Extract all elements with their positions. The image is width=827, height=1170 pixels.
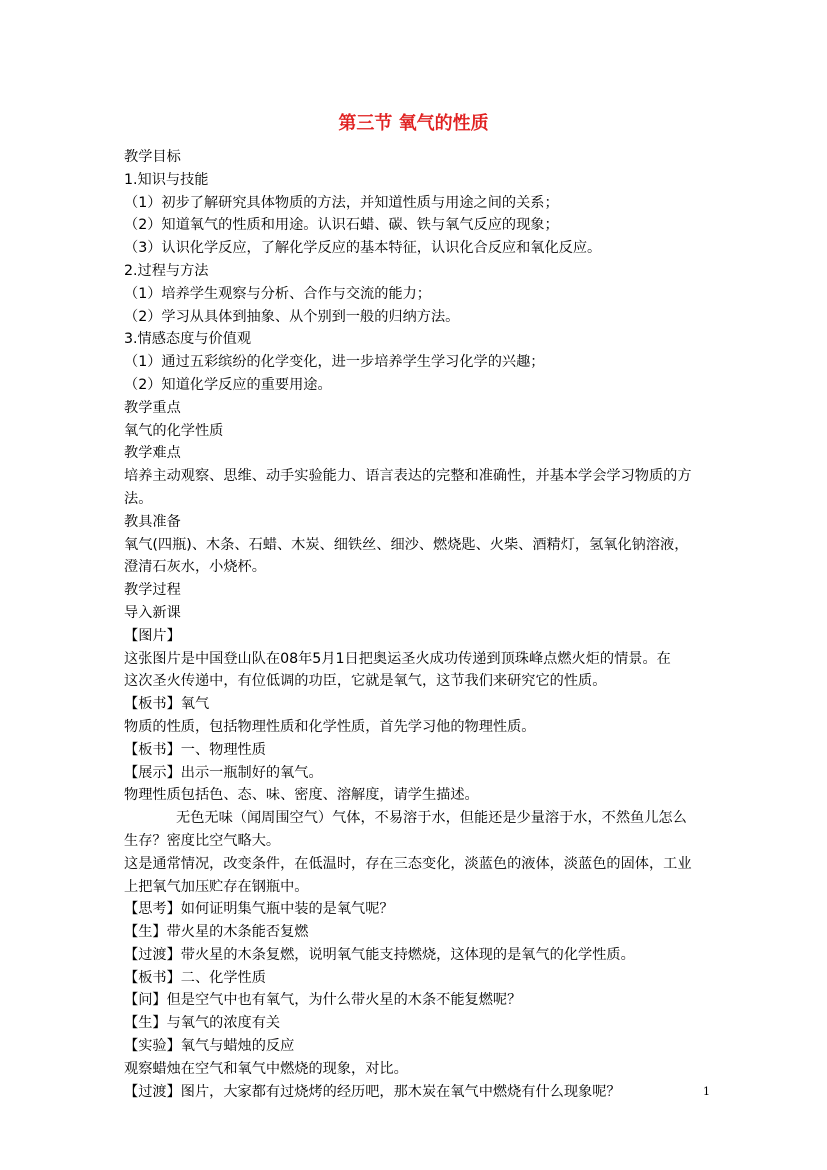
- text-line: 【生】带火星的木条能否复燃: [124, 924, 309, 941]
- text-line: 【图片】: [124, 627, 181, 644]
- document-body: [124, 146, 714, 1103]
- text-line: 2.过程与方法: [124, 262, 209, 279]
- text-line: 教学过程: [124, 582, 181, 599]
- text-line: 3.情感态度与价值观: [124, 331, 252, 348]
- text-line: 【过渡】图片，大家都有过烧烤的经历吧，那木炭在氧气中燃烧有什么现象呢？: [124, 1083, 621, 1100]
- text-line: 【思考】如何证明集气瓶中装的是氧气呢？: [124, 901, 394, 918]
- text-line: 无色无味（闻周围空气）气体，不易溶于水，但能还是少量溶于水，不然鱼儿怎么: [176, 810, 687, 827]
- text-line: 导入新课: [124, 604, 181, 621]
- text-line: 生存？密度比空气略大。: [124, 832, 281, 849]
- page-number: 1: [703, 1085, 710, 1098]
- text-line: 教学目标: [124, 149, 181, 165]
- text-line: 【问】但是空气中也有氧气，为什么带火星的木条不能复燃呢？: [124, 992, 522, 1009]
- text-line: 这次圣火传递中，有位低调的功臣，它就是氧气，这节我们来研究它的性质。: [124, 673, 607, 690]
- text-line: （1）通过五彩缤纷的化学变化，进一步培养学生学习化学的兴趣；: [124, 354, 545, 371]
- text-line: 上把氧气加压贮存在钢瓶中。: [124, 878, 309, 895]
- text-line: 1.知识与技能: [124, 171, 209, 188]
- text-line: 这是通常情况，改变条件，在低温时，存在三态变化，淡蓝色的液体，淡蓝色的固体，工业: [124, 855, 692, 872]
- text-line: （2）知道氧气的性质和用途。认识石蜡、碳、铁与氧气反应的现象；: [124, 217, 559, 234]
- text-line: （1）培养学生观察与分析、合作与交流的能力；: [124, 285, 431, 302]
- text-line: （1）初步了解研究具体物质的方法，并知道性质与用途之间的关系；: [124, 194, 559, 211]
- text-line: 教学难点: [124, 445, 181, 462]
- text-line: 【生】与氧气的浓度有关: [124, 1015, 281, 1032]
- text-line: 【展示】出示一瓶制好的氧气。: [124, 764, 323, 781]
- text-line: （2）学习从具体到抽象、从个别到一般的归纳方法。: [124, 308, 460, 325]
- text-line: 培养主动观察、思维、动手实验能力、语言表达的完整和准确性，并基本学会学习物质的方: [124, 468, 692, 485]
- text-line: 澄清石灰水，小烧杯。: [124, 559, 266, 576]
- text-line: （2）知道化学反应的重要用途。: [124, 376, 332, 393]
- text-line: 物质的性质，包括物理性质和化学性质，首先学习他的物理性质。: [124, 718, 536, 735]
- text-line: 这张图片是中国登山队在08年5月1日把奥运圣火成功传递到顶珠峰点燃火炬的情景。在: [124, 650, 671, 667]
- text-line: 【板书】氧气: [124, 696, 210, 713]
- text-line: 氧气(四瓶)、木条、石蜡、木炭、细铁丝、细沙、燃烧匙、火柴、酒精灯，氢氧化钠溶液，: [124, 536, 689, 553]
- text-line: 【实验】氧气与蜡烛的反应: [124, 1038, 295, 1055]
- text-line: 教具准备: [124, 513, 181, 530]
- text-line: 【过渡】带火星的木条复燃，说明氧气能支持燃烧，这体现的是氧气的化学性质。: [124, 946, 635, 963]
- text-line: 教学重点: [124, 399, 181, 416]
- document-title: 第三节 氧气的性质: [338, 113, 489, 134]
- text-line: （3）认识化学反应，了解化学反应的基本特征，认识化合反应和氧化反应。: [124, 240, 602, 257]
- text-line: 观察蜡烛在空气和氧气中燃烧的现象，对比。: [124, 1060, 408, 1077]
- text-line: 氧气的化学性质: [124, 422, 224, 439]
- text-line: 【板书】二、化学性质: [124, 969, 266, 986]
- text-line: 【板书】一、物理性质: [124, 741, 266, 758]
- text-line: 法。: [124, 490, 153, 507]
- text-line: 物理性质包括色、态、味、密度、溶解度，请学生描述。: [124, 787, 479, 804]
